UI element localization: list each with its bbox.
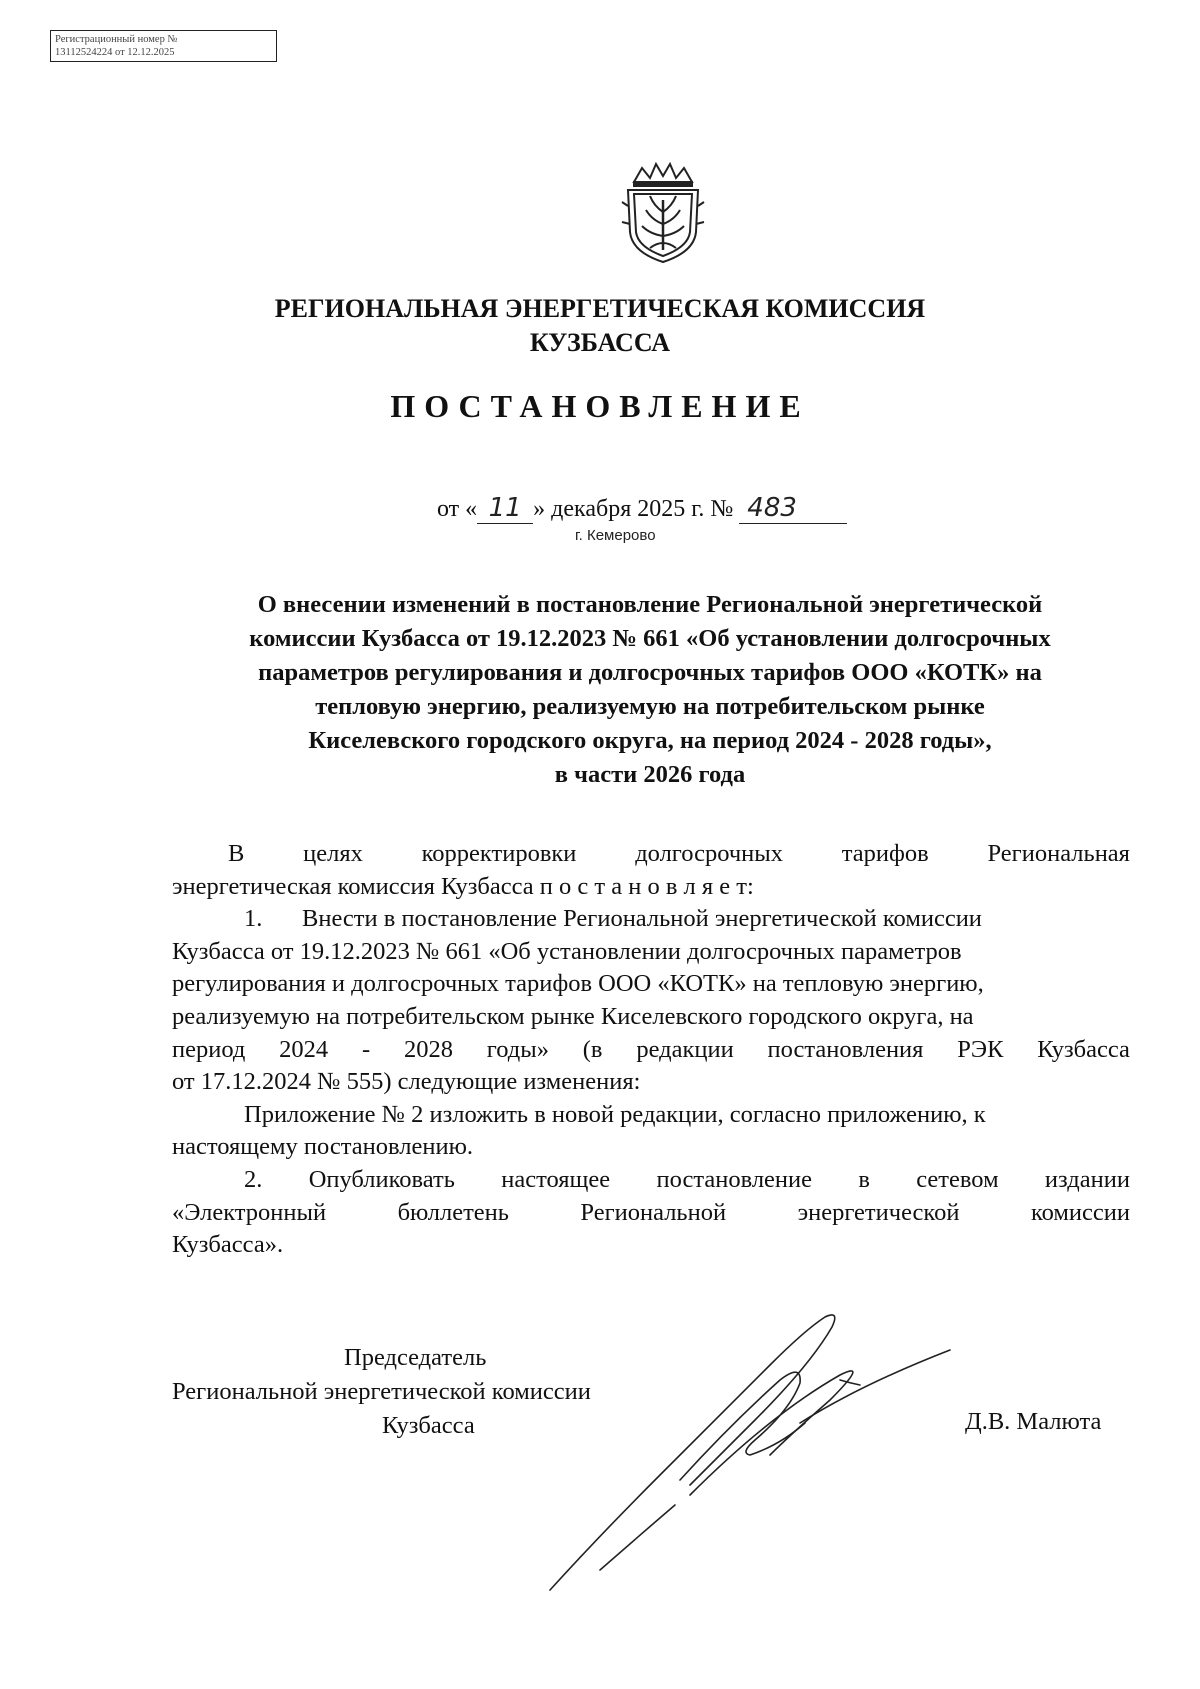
word: редакции <box>636 1035 734 1063</box>
word: долгосрочных <box>635 840 783 867</box>
word: период <box>172 1035 246 1063</box>
word: в <box>858 1165 870 1193</box>
date-prefix: от « <box>437 496 478 522</box>
body-line <box>172 1197 1130 1230</box>
body-line: Кузбасса». <box>172 1231 284 1259</box>
subject-line: О внесении изменений в постановление Региональной энергетической <box>257 591 1043 618</box>
subject-line: в части 2026 года <box>554 761 746 788</box>
word: Опубликовать <box>308 1165 455 1193</box>
item-number: 1. <box>244 905 263 933</box>
body-line <box>172 1164 1130 1197</box>
item-text: Внести в постановление Региональной энергетической комиссии <box>302 905 982 933</box>
registration-stamp <box>50 30 277 62</box>
registration-number: 13112524224 от 12.12.2025 <box>55 47 175 58</box>
word: 2. <box>244 1165 263 1193</box>
word: Кузбасса <box>1037 1035 1130 1063</box>
word: энергетической <box>797 1198 960 1226</box>
word: годы» <box>486 1035 549 1063</box>
subject-line: комиссии Кузбасса от 19.12.2023 № 661 «Об установлении долгосрочных <box>249 625 1051 652</box>
word: «Электронный <box>172 1198 327 1226</box>
document-subject <box>170 588 1130 792</box>
body-line: настоящему постановлению. <box>172 1133 473 1161</box>
date-middle: » декабря 2025 г. № <box>533 496 734 522</box>
body-line <box>172 838 1130 871</box>
word: издании <box>1044 1165 1130 1193</box>
word: тарифов <box>841 840 929 867</box>
subject-line: тепловую энергию, реализуемую на потребительском рынке <box>315 693 985 720</box>
word: целях <box>303 840 363 867</box>
word: РЭК <box>957 1035 1004 1063</box>
word: В <box>228 840 245 867</box>
body-line <box>172 903 1130 936</box>
signatory-title-line3: Кузбасса <box>382 1412 475 1439</box>
word: Региональной <box>580 1198 727 1226</box>
org-name-line1: РЕГИОНАЛЬНАЯ ЭНЕРГЕТИЧЕСКАЯ КОМИССИЯ <box>274 294 926 323</box>
organization-name <box>0 292 1200 360</box>
body-line <box>172 1034 1130 1067</box>
body-line: регулирования и долгосрочных тарифов ООО «КОТК» на тепловую энергию, <box>172 970 984 998</box>
signatory-title-line1: Председатель <box>344 1344 487 1371</box>
handwritten-number: 483 <box>739 493 847 524</box>
word: сетевом <box>916 1165 999 1193</box>
word: настоящее <box>501 1165 611 1193</box>
word: постановление <box>656 1165 813 1193</box>
word: корректировки <box>421 840 577 867</box>
word: комиссии <box>1030 1198 1130 1226</box>
signatory-title-line2: Региональной энергетической комиссии <box>172 1378 591 1405</box>
word: (в <box>582 1035 603 1063</box>
document-body <box>172 838 1130 1262</box>
date-line <box>437 493 847 524</box>
subject-line: параметров регулирования и долгосрочных тарифов ООО «КОТК» на <box>258 659 1042 686</box>
registration-label: Регистрационный номер № <box>55 34 178 45</box>
word: 2028 <box>403 1035 453 1063</box>
word: Региональная <box>987 840 1130 867</box>
signatory-name: Д.В. Малюта <box>965 1408 1102 1435</box>
body-line: от 17.12.2024 № 555) следующие изменения: <box>172 1068 641 1096</box>
body-line: реализуемую на потребительском рынке Киселевского городского округа, на <box>172 1002 974 1030</box>
body-line: Приложение № 2 изложить в новой редакции, согласно приложению, к <box>244 1100 986 1128</box>
org-name-line2: КУЗБАССА <box>529 328 671 357</box>
handwritten-day: 11 <box>477 493 533 524</box>
word: 2024 <box>279 1035 329 1063</box>
document-type: ПОСТАНОВЛЕНИЕ <box>390 388 810 424</box>
city-label: г. Кемерово <box>575 527 656 544</box>
word: бюллетень <box>397 1198 509 1226</box>
word: - <box>361 1035 371 1063</box>
body-line: Кузбасса от 19.12.2023 № 661 «Об установлении долгосрочных параметров <box>172 937 962 965</box>
kuzbass-coat-of-arms-icon <box>620 162 706 266</box>
body-line: энергетическая комиссия Кузбасса п о с т а н о в л я е т: <box>172 872 754 900</box>
word: постановления <box>767 1035 924 1063</box>
handwritten-signature <box>540 1305 1000 1605</box>
subject-line: Киселевского городского округа, на период 2024 - 2028 годы», <box>308 727 992 754</box>
